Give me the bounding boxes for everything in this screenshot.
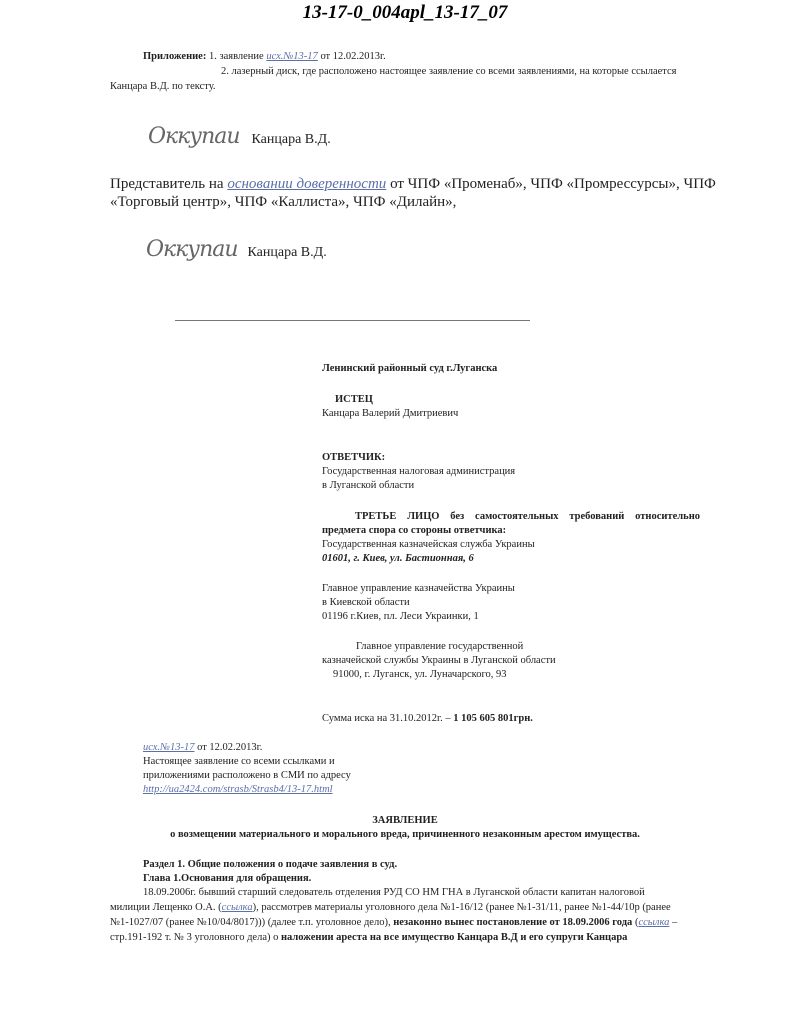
- paragraph-1-line-2: [110, 901, 700, 914]
- defendant-line-2: в Луганской области: [322, 480, 415, 491]
- p1-line4-pre: стр.191-192 т. № 3 уголовного дела) о: [110, 932, 279, 943]
- claim-amount-line: [322, 712, 533, 725]
- separator-line: [175, 320, 530, 321]
- appendix-line-1: [143, 50, 386, 63]
- reference-line-1: [143, 741, 262, 754]
- third-party-label-line-2: предмета спора со стороны ответчика:: [322, 525, 507, 536]
- claim-amount-value: 1 105 605 801грн.: [453, 713, 533, 724]
- court-name: Ленинский районный суд г.Луганска: [322, 363, 498, 374]
- plaintiff-label: ИСТЕЦ: [335, 394, 373, 405]
- third-party-org1-name: Государственная казначейская служба Украины: [322, 539, 535, 550]
- representative-post: от ЧПФ «Променаб», ЧПФ «Промрессурсы», ЧПФ: [390, 176, 716, 192]
- appendix-item2-line1: 2. лазерный диск, где расположено настоящее заявление со всеми заявлениями, на которые ссылается: [221, 66, 677, 77]
- statement-subtitle: о возмещении материального и морального вреда, причиненного незаконным арестом имущества.: [170, 829, 640, 840]
- representative-link[interactable]: основании доверенности: [227, 176, 387, 192]
- p1-line3-link[interactable]: ссылка: [638, 917, 670, 928]
- signature-scribble-1: Оккупаи: [148, 124, 240, 149]
- p1-line4-bold: наложении ареста на все имущество Канцара В.Д и его супруги Канцара: [280, 932, 628, 943]
- third-party-org2-address: 01196 г.Киев, пл. Леси Украинки, 1: [322, 611, 479, 622]
- appendix-item2-line2: Канцара В.Д. по тексту.: [110, 81, 216, 92]
- third-party-org3-address: 91000, г. Луганск, ул. Луначарского, 93: [333, 669, 507, 680]
- reference-line-3: приложениями расположено в СМИ по адресу: [143, 770, 351, 781]
- statement-title: ЗАЯВЛЕНИЕ: [372, 815, 438, 826]
- reference-line-2: Настоящее заявление со всеми ссылками и: [143, 756, 335, 767]
- claim-amount-pre: Сумма иска на 31.10.2012г. –: [322, 713, 451, 724]
- appendix-item1-pre: 1. заявление: [208, 51, 264, 62]
- appendix-item1-post: от 12.02.2013г.: [320, 51, 386, 62]
- representative-line-2: «Торговый центр», ЧПФ «Каллиста», ЧПФ «Дилайн»,: [110, 194, 457, 210]
- reference-url-link[interactable]: http://ua2424.com/strasb/Strasb4/13-17.html: [143, 784, 333, 795]
- p1-line2-post: ), рассмотрев материалы уголовного дела №1-16/12 (ранее №1-31/11, ранее №1-44/10р (ранее: [252, 902, 671, 913]
- third-party-org2-line-2: в Киевской области: [322, 597, 410, 608]
- third-party-org2-line-1: Главное управление казначейства Украины: [322, 583, 515, 594]
- third-party-org3-line-1: Главное управление государственной: [356, 641, 524, 652]
- plaintiff-name: Канцара Валерий Дмитриевич: [322, 408, 459, 419]
- paragraph-1-line-3: №1-1027/07 (ранее №10/04/8017))) (далее т.п. уголовное дело), незаконно вынес постановление от 18.09.2006 года (ссылка –: [110, 917, 678, 928]
- p1-line2-pre: милиции Лещенко О.А. (: [110, 902, 222, 913]
- reference-link[interactable]: исх.№13-17: [143, 742, 195, 753]
- document-id-header: 13-17-0_004apl_13-17_07: [302, 2, 508, 23]
- appendix-item1-link[interactable]: исх.№13-17: [266, 51, 318, 62]
- signature-1: [148, 124, 331, 149]
- paragraph-1-line-4: [110, 931, 700, 944]
- chapter-1-heading: Глава 1.Основания для обращения.: [143, 873, 312, 884]
- defendant-line-1: Государственная налоговая администрация: [322, 466, 516, 477]
- paragraph-1-line-1: 18.09.2006г. бывший старший следователь отделения РУД СО НМ ГНА в Луганской области капитан налоговой: [143, 887, 645, 898]
- p1-line3-bold: незаконно вынес постановление от 18.09.2006 года: [393, 917, 633, 928]
- representative-pre: Представитель на: [110, 176, 224, 192]
- signature-2: [146, 237, 327, 262]
- reference-date: от 12.02.2013г.: [197, 742, 263, 753]
- signature-scribble-2: Оккупаи: [146, 237, 238, 262]
- defendant-label: ОТВЕТЧИК:: [322, 452, 386, 463]
- third-party-org3-line-2: казначейской службы Украины в Луганской области: [322, 655, 556, 666]
- section-1-heading: Раздел 1. Общие положения о подаче заявления в суд.: [143, 859, 398, 870]
- p1-line3-pre: №1-1027/07 (ранее №10/04/8017))) (далее т.п. уголовное дело),: [110, 917, 391, 928]
- representative-line-1: [110, 175, 716, 194]
- third-party-org1-address: 01601, г. Киев, ул. Бастионная, 6: [322, 553, 474, 564]
- third-party-label-line-1: ТРЕТЬЕ ЛИЦО без самостоятельных требований относительно: [355, 511, 700, 522]
- appendix-label: Приложение:: [143, 51, 207, 62]
- p1-line2-link[interactable]: ссылка: [221, 902, 253, 913]
- signature-name-2: Канцара В.Д.: [247, 245, 327, 260]
- signature-name-1: Канцара В.Д.: [251, 132, 331, 147]
